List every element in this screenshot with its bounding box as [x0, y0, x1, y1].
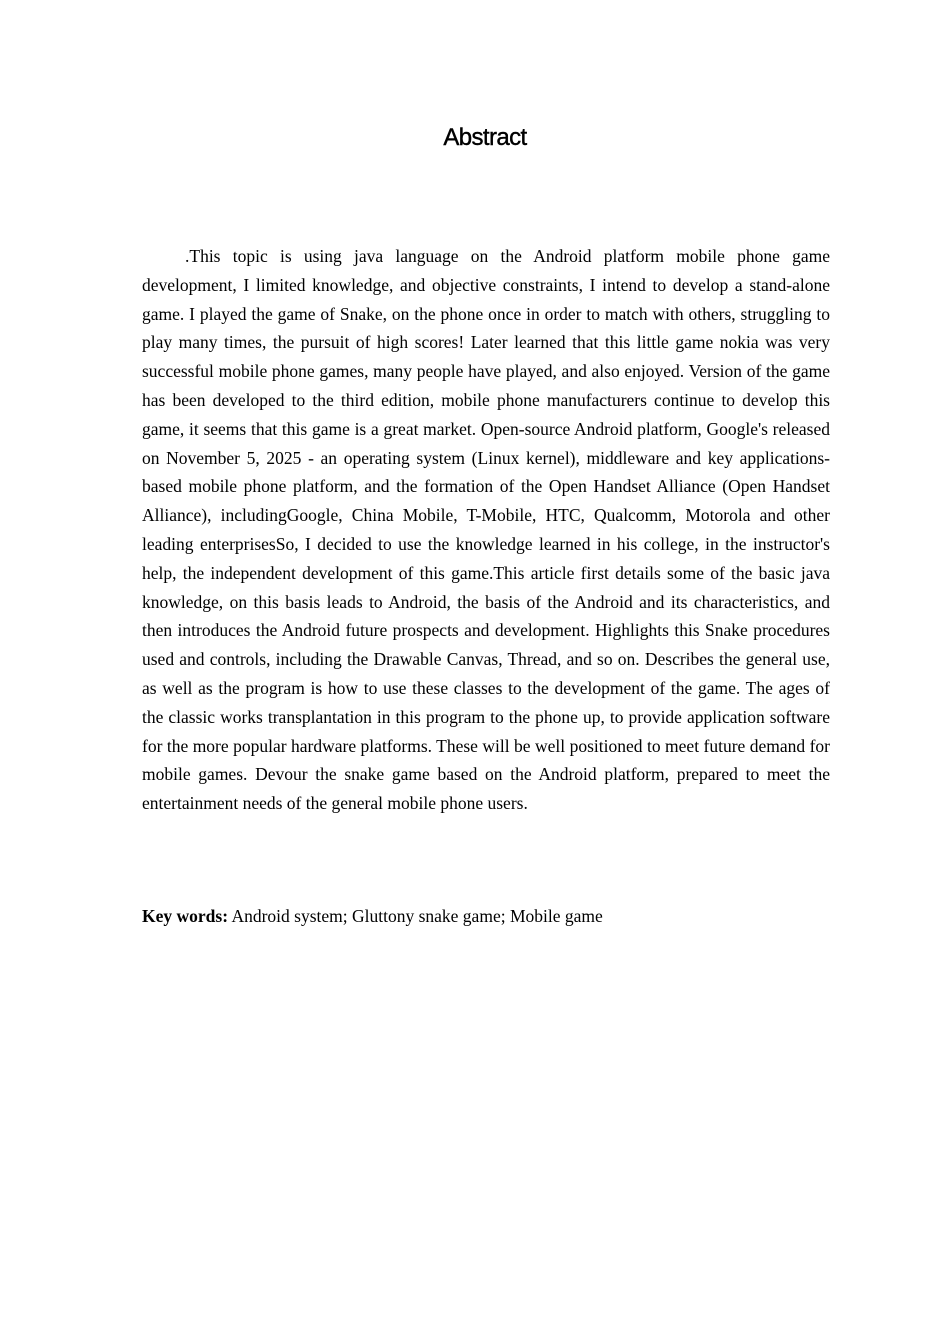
- page-title: Abstract: [443, 124, 527, 151]
- keywords-line: [142, 902, 830, 931]
- keywords-label: Key words:: [142, 906, 229, 926]
- abstract-paragraph: .This topic is using java language on the Android platform mobile phone game development, I limited knowledge, and objective constraints, I intend to develop a stand-alone game. I played the game of Snake, on the phone once in order to match with others, struggling to play many times, the pursuit of high scores! Later learned that this little game nokia was very successful mobile phone games, many people have played, and also enjoyed. Version of the game has been developed to the third edition, mobile phone manufacturers continue to develop this game, it seems that this game is a great market. Open-source Android platform, Google's released on November 5, 2025 - an operating system (Linux kernel), middleware and key applications-based mobile phone platform, and the formation of the Open Handset Alliance (Open Handset Alliance), includingGoogle, China Mobile, T-Mobile, HTC, Qualcomm, Motorola and other leading enterprisesSo, I decided to use the knowledge learned in his college, in the instructor's help, the independent development of this game.This article first details some of the basic java knowledge, on this basis leads to Android, the basis of the Android and its characteristics, and then introduces the Android future prospects and development. Highlights this Snake procedures used and controls, including the Drawable Canvas, Thread, and so on. Describes the general use, as well as the program is how to use these classes to the development of the game. The ages of the classic works transplantation in this program to the phone up, to provide application software for the more popular hardware platforms. These will be well positioned to meet future demand for mobile games. Devour the snake game based on the Android platform, prepared to meet the entertainment needs of the general mobile phone users.: [142, 246, 830, 814]
- keywords-list: Android system; Gluttony snake game; Mobile game: [228, 906, 603, 926]
